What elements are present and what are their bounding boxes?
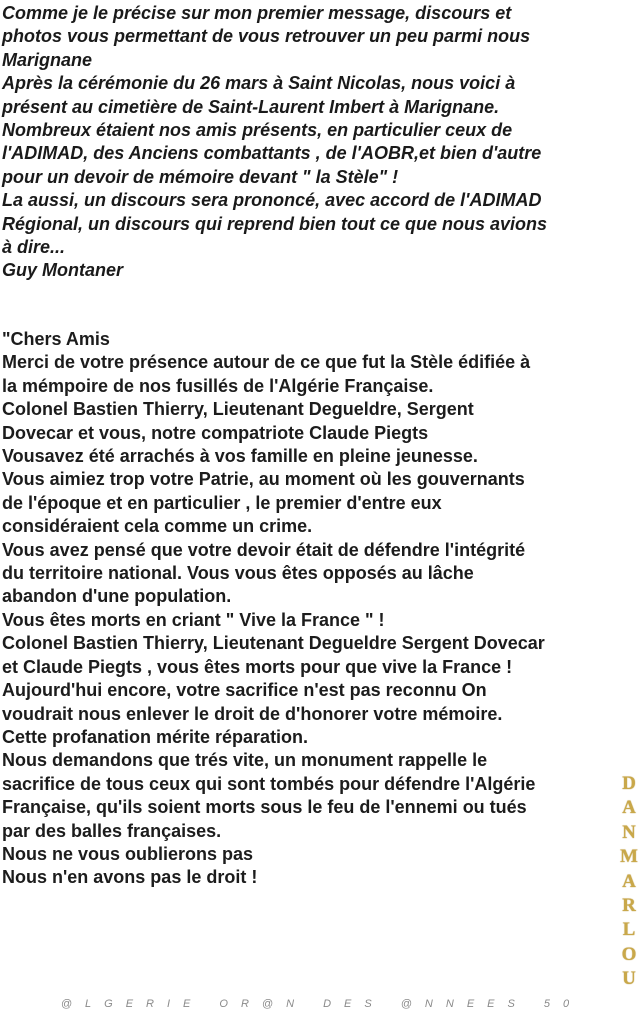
speech-line: considéraient cela comme un crime.	[2, 516, 313, 537]
intro-line: Après la cérémonie du 26 mars à Saint Nicolas, nous voici à	[2, 73, 516, 94]
speech-line: sacrifice de tous ceux qui sont tombés pour défendre l'Algérie	[2, 773, 536, 794]
speech-line: Vous aimiez trop votre Patrie, au moment où les gouvernants	[2, 469, 525, 490]
intro-line: pour un devoir de mémoire devant " la Stèle" !	[2, 166, 399, 187]
speech-line: voudrait nous enlever le droit de d'honorer votre mémoire.	[2, 703, 503, 724]
speech-line: abandon d'une population.	[2, 586, 232, 607]
intro-line: Comme je le précise sur mon premier message, discours et	[2, 3, 512, 23]
speech-line: Dovecar et vous, notre compatriote Claude Piegts	[2, 422, 429, 443]
speech-line: Vous avez pensé que votre devoir était de défendre l'intégrité	[2, 539, 526, 560]
speech-line: "Chers Amis	[2, 329, 110, 349]
speech-line: et Claude Piegts , vous êtes morts pour que vive la France !	[2, 656, 513, 677]
speech-line: Colonel Bastien Thierry, Lieutenant Degueldre Sergent Dovecar	[2, 633, 545, 654]
intro-line: Marignane	[2, 49, 93, 70]
speech-line: Vousavez été arrachés à vos famille en pleine jeunesse.	[2, 446, 478, 467]
speech-line: Vous êtes morts en criant " Vive la France " !	[2, 609, 385, 630]
speech-line: Nous demandons que trés vite, un monument rappelle le	[2, 750, 488, 771]
intro-line: à dire...	[2, 237, 66, 258]
speech-line: par des balles françaises.	[2, 820, 222, 841]
speech-line: Française, qu'ils soient morts sous le feu de l'ennemi ou tués	[2, 797, 527, 818]
intro-line: Nombreux étaient nos amis présents, en particulier ceux de	[2, 120, 513, 141]
intro-line: Régional, un discours qui reprend bien tout ce que nous avions	[2, 213, 548, 234]
intro-line: photos vous permettant de vous retrouver un peu parmi nous	[2, 26, 531, 47]
speech-line: Nous ne vous oublierons pas	[2, 843, 254, 864]
speech-line: Aujourd'hui encore, votre sacrifice n'est pas reconnu On	[2, 680, 487, 701]
intro-signature: Guy Montaner	[2, 260, 124, 281]
speech-line: Cette profanation mérite réparation.	[2, 726, 309, 747]
intro-line: l'ADIMAD, des Anciens combattants , de l'AOBR,et bien d'autre	[2, 143, 542, 164]
footer-watermark: @LGERIE OR@N DES @NNEES 50	[60, 998, 583, 1010]
speech-line: Merci de votre présence autour de ce que fut la Stèle édifiée à	[2, 352, 531, 373]
speech-text	[2, 328, 640, 890]
speech-line: Colonel Bastien Thierry, Lieutenant Degueldre, Sergent	[2, 399, 474, 420]
intro-message	[2, 2, 640, 283]
vertical-watermark: DANMARLOU	[620, 773, 638, 990]
speech-line: du territoire national. Vous vous êtes opposés au lâche	[2, 563, 474, 584]
speech-line: de l'époque et en particulier , le premier d'entre eux	[2, 492, 442, 513]
intro-line: présent au cimetière de Saint-Laurent Imbert à Marignane.	[2, 96, 500, 117]
speech-line: Nous n'en avons pas le droit !	[2, 867, 258, 888]
intro-line: La aussi, un discours sera prononcé, avec accord de l'ADIMAD	[2, 190, 542, 211]
speech-line: la mémpoire de nos fusillés de l'Algérie Française.	[2, 375, 434, 396]
